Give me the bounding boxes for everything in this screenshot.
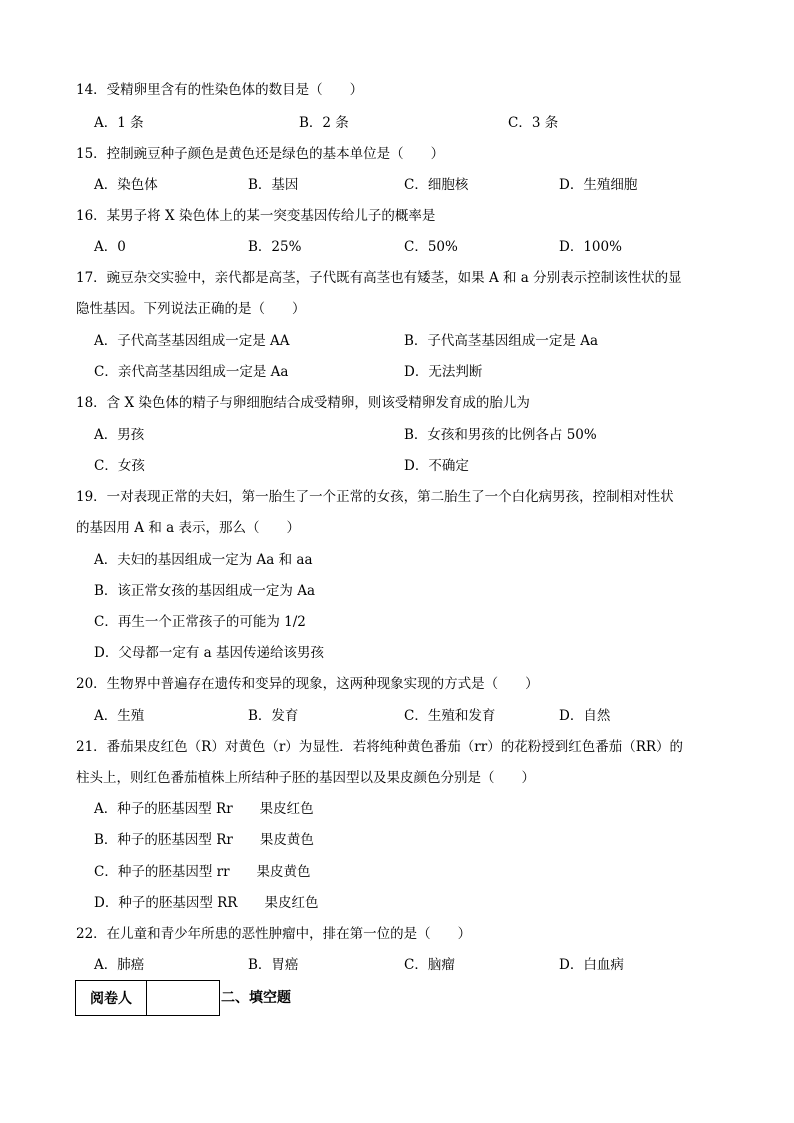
q22-option-c: C．脑瘤 xyxy=(404,957,455,973)
question-21-stem-line2: 柱头上，则红色番茄植株上所结种子胚的基因型以及果皮颜色分别是（ ） xyxy=(76,770,535,786)
grader-score-box xyxy=(75,980,220,1016)
question-16-stem: 16．某男子将 X 染色体上的某一突变基因传给儿子的概率是 xyxy=(76,208,436,224)
q21-option-c: C．种子的胚基因型 rr 果皮黄色 xyxy=(94,864,311,880)
q17-option-b: B．子代高茎基因组成一定是 Aa xyxy=(404,333,599,349)
question-21-stem-line1: 21．番茄果皮红色（R）对黄色（r）为显性．若将纯种黄色番茄（rr）的花粉授到红色番茄（RR）的 xyxy=(76,739,684,755)
q21-option-a: A．种子的胚基因型 Rr 果皮红色 xyxy=(94,801,314,817)
q20-option-b: B．发育 xyxy=(248,708,299,724)
q14-option-a: A．1 条 xyxy=(94,115,144,131)
q17-option-d: D．无法判断 xyxy=(404,364,483,380)
grader-label: 阅卷人 xyxy=(76,981,147,1015)
q15-option-b: B．基因 xyxy=(248,177,299,193)
q14-option-c: C．3 条 xyxy=(508,115,559,131)
q19-option-c: C．再生一个正常孩子的可能为 1/2 xyxy=(94,614,306,630)
question-14-stem: 14．受精卵里含有的性染色体的数目是（ ） xyxy=(76,82,364,98)
q16-option-d: D．100% xyxy=(559,239,622,255)
q22-option-b: B．胃癌 xyxy=(248,957,299,973)
question-19-stem-line1: 19．一对表现正常的夫妇，第一胎生了一个正常的女孩，第二胎生了一个白化病男孩，控制相对性状 xyxy=(76,489,674,505)
q19-option-d: D．父母都一定有 a 基因传递给该男孩 xyxy=(94,645,324,661)
question-20-stem: 20．生物界中普遍存在遗传和变异的现象，这两种现象实现的方式是（ ） xyxy=(76,676,539,692)
q19-option-b: B．该正常女孩的基因组成一定为 Aa xyxy=(94,583,316,599)
q21-option-d: D．种子的胚基因型 RR 果皮红色 xyxy=(94,895,319,911)
q15-option-c: C．细胞核 xyxy=(404,177,469,193)
question-22-stem: 22．在儿童和青少年所患的恶性肿瘤中，排在第一位的是（ ） xyxy=(76,926,472,942)
q20-option-c: C．生殖和发育 xyxy=(404,708,496,724)
question-17-stem-line1: 17．豌豆杂交实验中，亲代都是高茎，子代既有高茎也有矮茎，如果 A 和 a 分别表示控制该性状的显 xyxy=(76,270,682,286)
q22-option-a: A．肺癌 xyxy=(94,957,145,973)
question-17-stem-line2: 隐性基因。下列说法正确的是（ ） xyxy=(76,301,306,317)
q16-option-a: A．0 xyxy=(94,239,126,255)
q18-option-a: A．男孩 xyxy=(94,427,145,443)
q17-option-a: A．子代高茎基因组成一定是 AA xyxy=(94,333,290,349)
q18-option-d: D．不确定 xyxy=(404,458,469,474)
question-18-stem: 18．含 X 染色体的精子与卵细胞结合成受精卵，则该受精卵发育成的胎儿为 xyxy=(76,395,530,411)
section-title: 二、填空题 xyxy=(221,990,291,1006)
q16-option-b: B．25% xyxy=(248,239,302,255)
question-19-stem-line2: 的基因用 A 和 a 表示，那么（ ） xyxy=(76,520,300,536)
q22-option-d: D．白血病 xyxy=(559,957,624,973)
q15-option-d: D．生殖细胞 xyxy=(559,177,638,193)
q17-option-c: C．亲代高茎基因组成一定是 Aa xyxy=(94,364,289,380)
q20-option-d: D．自然 xyxy=(559,708,611,724)
q20-option-a: A．生殖 xyxy=(94,708,145,724)
q18-option-b: B．女孩和男孩的比例各占 50% xyxy=(404,427,597,443)
q14-option-b: B．2 条 xyxy=(299,115,349,131)
q18-option-c: C．女孩 xyxy=(94,458,145,474)
grader-signature-cell[interactable] xyxy=(147,981,219,1015)
q19-option-a: A．夫妇的基因组成一定为 Aa 和 aa xyxy=(94,552,313,568)
q21-option-b: B．种子的胚基因型 Rr 果皮黄色 xyxy=(94,832,314,848)
q16-option-c: C．50% xyxy=(404,239,458,255)
question-15-stem: 15．控制豌豆种子颜色是黄色还是绿色的基本单位是（ ） xyxy=(76,146,445,162)
q15-option-a: A．染色体 xyxy=(94,177,158,193)
